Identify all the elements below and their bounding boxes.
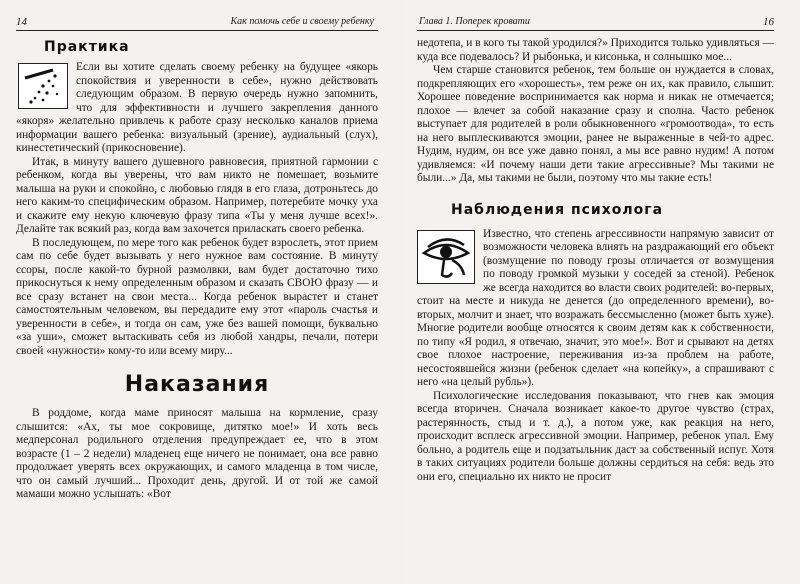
practice-section [16, 39, 378, 358]
eye-icon [417, 230, 475, 284]
practice-paragraph: В последующем, по мере того как ребенок будет взрослеть, этот прием сам по себе будет вызывать у него нужное вам состояние. В минуту ссоры, после какой-то бурной размолвки, вам будет достаточно тихо прикоснуться к нему определенным образом и сказать СВОЮ фразу — и все сразу встанет на свои места... Когда ребенок вырастет и станет самостоятельным человеком, вы передадите ему этот «пароль счастья и уверенности в себе», и тогда он сам, уже без вашей помощи, буквально «за уши», сможет вытаскивать себя из любой хандры, печали, потери своей «нужности» кому-то или всему миру... [16, 236, 378, 357]
body-paragraph: недотепа, и в кого ты такой уродился?» Приходится только удивляться — куда все подевалось? И рыбонька, и кисонька, и солнышко мое... [417, 37, 774, 63]
right-page-header [417, 0, 774, 31]
observation-paragraph: Психологические исследования показывают, что гнев как эмоция всегда вторичен. Сначала возникает какое-то другое чувство (страх, растерянность, стыд и т. д.), а потом уже, как реакция на него, происходит всплеск агрессивной эмоции. Например, ребенок упал. Ему больно, а родитель еще и подзатыльник даст за собственный испуг. Хотя в таких ситуациях родители больше должны сердиться на себя: ведь это они его, специально их никто не просит [417, 389, 774, 483]
body-paragraph: Чем старше становится ребенок, тем больше он нуждается в словах, подкрепляющих его «хорошесть», тем реже он их, как правило, слышит. Хорошее поведение воспринимается как норма и никак не отмечается; плохое — влечет за собой наказание сразу и сполна. Часто ребенок выступает для родителей в роли обыкновенного «громоотвода», то есть на него выплескиваются эмоции, ранее не выраженные в чей-то адрес. Нудим, нудим, он все уже давно понял, а мы все равно нудим! А потом удивляемся: «И почему наши дети такие агрессивные? Мы такими не были...» Да, мы такими не были, поэтому что мы такие есть! [417, 64, 774, 184]
observation-paragraph: Известно, что степень агрессивности напрямую зависит от возможности человека влиять на раздражающий его объект (возмущение по поводу грозы отличается от возмущения по поводу громкой музыки у соседей за стеной). Ребенок же всегда находится во власти своих родителей: во-первых, стоит на месте и никуда не денется (до определенного времени), во-вторых, молчит и знает, что возражать бессмысленно (может быть хуже). Многие родители вообще относятся к своим детям как к собственности, по типу «Я родил, я отвечаю, значит, это мое!». Вот и срывают на детях свое плохое настроение, переживания из-за проблем на работе, несостоявшейся жизни (ребенок сделает «на копейку», а спрашивают с него «на целый рубль»). [417, 227, 774, 388]
practice-paragraph: Итак, в минуту вашего душевного равновесия, приятной гармонии с ребенком, когда вы уверены, что вам никто не помешает, возьмите малыша на руки и спокойно, с любовью глядя в его глаза, дотроньтесь до него каким-то специфическим образом. Например, потеребите мочку уха и скажите ему некую ключевую фразу типа «Ты у меня лучше всех!». Делайте так всякий раз, когда вам захочется приласкать своего ребенка. [16, 155, 378, 235]
punishments-title: Наказания [124, 372, 270, 397]
left-page-header [16, 0, 378, 31]
psychologist-observations-title: Наблюдения психолога [451, 201, 664, 218]
practice-paragraph: Если вы хотите сделать своему ребенку на будущее «якорь спокойствия и уверенности в себе», нужно действовать следующим образом. В первую очередь нужно запомнить, что для эффективности и лучшего закрепления данного «якоря» желательно привлечь к работе сразу несколько каналов приема информации вашего ребенка: визуальный (зрение), аудиальный (слух), кинестетический (прикосновение). [16, 61, 378, 154]
punishments-paragraph: В роддоме, когда маме приносят малыша на кормление, сразу слышится: «Ах, ты мое сокровище, дитятко мое!» И хоть весь медперсонал родильного отделения предупреждает ее, что в этом возрасте (1 – 2 недели) младенец еще ничего не понимает, она все равно продолжает уверять всех окружающих, и самого младенца в том числе, что он самый лучший... Проходит день, другой. И от той же самой мамаши можно услышать: «Вот [16, 407, 378, 500]
right-page [403, 0, 800, 584]
right-running-title: Глава 1. Поперек кровати [419, 16, 530, 27]
left-running-title: Как помочь себе и своему ребенку [230, 16, 374, 27]
practice-title: Практика [44, 39, 130, 55]
right-page-number: 16 [763, 16, 774, 28]
magic-wand-icon [18, 63, 68, 109]
left-page-number: 14 [16, 16, 27, 28]
